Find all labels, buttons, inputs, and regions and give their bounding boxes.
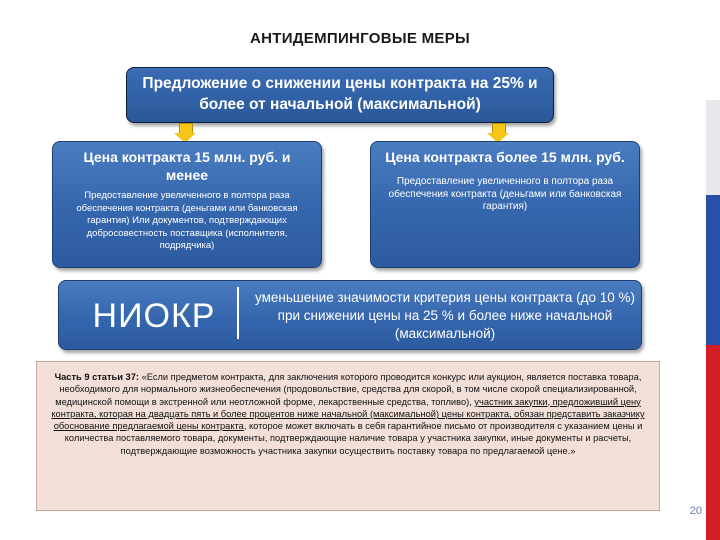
slide-title: АНТИДЕМПИНГОВЫЕ МЕРЫ — [249, 30, 471, 47]
large-contract-box — [370, 141, 640, 268]
note-lead: Часть 9 статьи 37: — [54, 372, 139, 382]
note-underlined: участник закупки, предложивший цену контракта, которая на двадцать пять и более процентов ниже начальной (максимальной) цены контракта, обязан представить заказчику обоснование предлагаемой цены контракта — [51, 396, 645, 432]
niokr-label: НИОКР — [92, 297, 216, 335]
flag-stripe-blue — [706, 195, 720, 345]
note-part1: «Если предметом контракта, для заключения которого проводится конкурс или аукцион, является поставка товара, необходимого для нормального жизнеобеспечения (продовольствие, средства для скорой, в том числе скорой специализированной, медицинской помощи в экстренной или неотложной форме, лекарственные средства, топливо), — [55, 372, 642, 407]
niokr-separator — [237, 287, 239, 339]
small-contract-box — [52, 141, 322, 268]
small-contract-body: Предоставление увеличенного в полтора раза обеспечения контракта (деньгами или банковская гарантия) Или документов, подтверждающих добросовестность поставщика (исполнителя, подрядчика) — [76, 190, 298, 251]
page-number: 20 — [689, 505, 702, 517]
proposal-box — [126, 67, 554, 123]
small-contract-heading: Цена контракта 15 млн. руб. и менее — [83, 149, 291, 183]
law-quote-note — [36, 361, 660, 511]
large-contract-heading: Цена контракта более 15 млн. руб. — [385, 149, 625, 165]
niokr-text: уменьшение значимости критерия цены контракта (до 10 %) при снижении цены на 25 % и более ниже начальной (максимальной) — [255, 290, 635, 341]
flag-stripe-white — [706, 100, 720, 195]
flag-stripe-red — [706, 345, 720, 540]
note-part2: , которое может включать в себя гарантийное письмо от производителя с указанием цены и количества поставляемого товара, документы, подтверждающие наличие товара у участника закупки, иные документы и расчеты, подтверждающие возможность участника закупки осуществить поставку товара по предлагаемой цене.» — [64, 421, 643, 456]
proposal-text: Предложение о снижении цены контракта на 25% и более от начальной (максимальной) — [142, 75, 538, 113]
large-contract-body: Предоставление увеличенного в полтора раза обеспечения контракта (деньгами или банковская гарантия) — [388, 176, 622, 212]
niokr-box — [58, 280, 642, 350]
